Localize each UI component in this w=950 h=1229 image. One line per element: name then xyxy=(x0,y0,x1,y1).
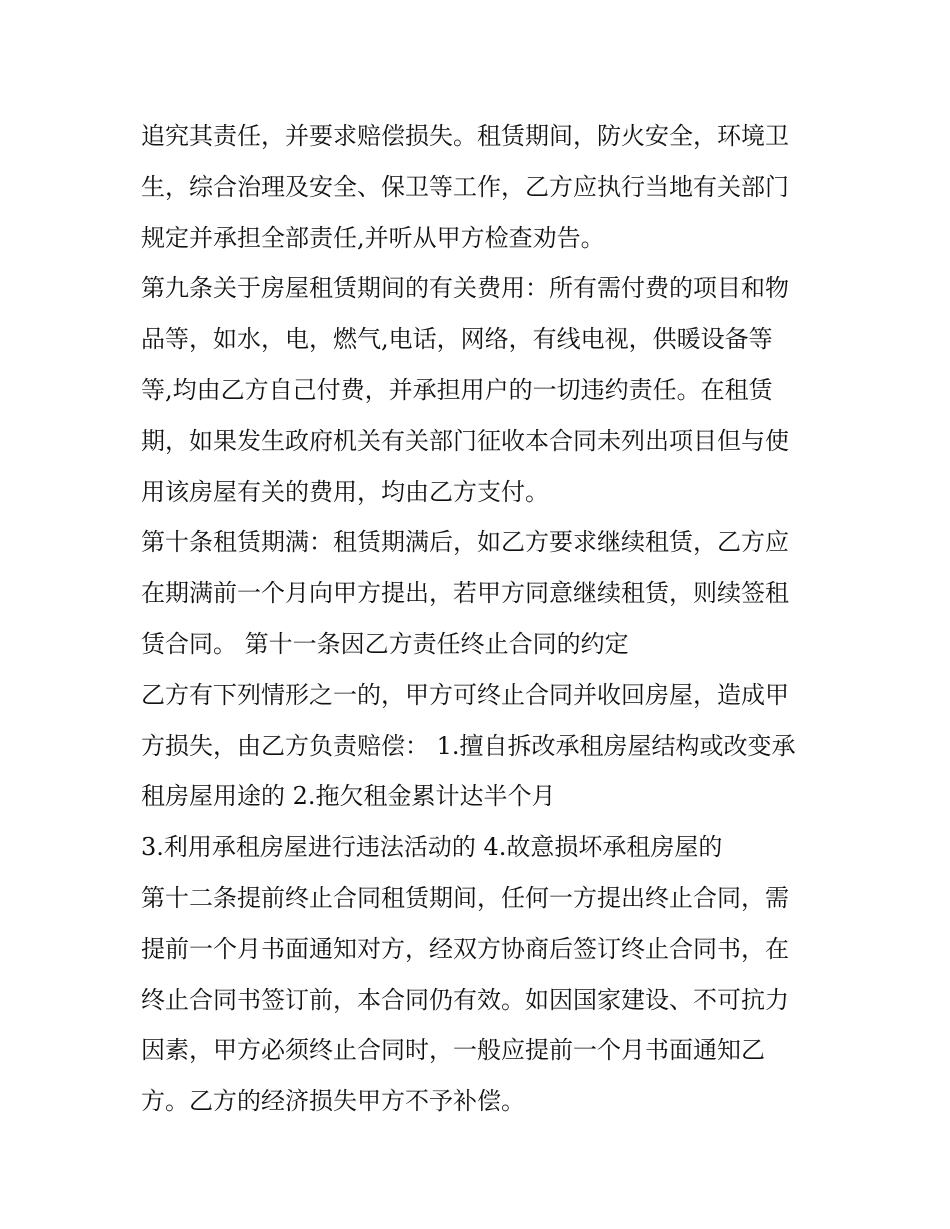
text-line: 提前一个月书面通知对方，经双方协商后签订终止合同书，在 xyxy=(141,934,789,963)
text-line: 生，综合治理及安全、保卫等工作，乙方应执行当地有关部门 xyxy=(141,172,789,201)
text-line: 乙方有下列情形之一的，甲方可终止合同并收回房屋，造成甲 xyxy=(141,680,789,709)
text-line: 方。乙方的经济损失甲方不予补偿。 xyxy=(141,1087,525,1116)
text-line: 赁合同。 第十一条因乙方责任终止合同的约定 xyxy=(141,629,629,658)
text-line: 第九条关于房屋租赁期间的有关费用：所有需付费的项目和物 xyxy=(141,274,789,303)
text-line: 规定并承担全部责任,并听从甲方检查劝告。 xyxy=(141,223,605,252)
text-line: 3.利用承租房屋进行违法活动的 4.故意损坏承租房屋的 xyxy=(141,833,723,862)
text-line: 第十二条提前终止合同租赁期间，任何一方提出终止合同，需 xyxy=(141,883,789,912)
text-line: 等,均由乙方自己付费，并承担用户的一切违约责任。在租赁 xyxy=(141,375,773,404)
text-line: 方损失，由乙方负责赔偿： 1.擅自拆改承租房屋结构或改变承 xyxy=(141,731,796,760)
text-line: 追究其责任，并要求赔偿损失。租赁期间，防火安全，环境卫 xyxy=(141,122,789,150)
text-line: 因素，甲方必须终止合同时，一般应提前一个月书面通知乙 xyxy=(141,1036,765,1065)
text-line: 用该房屋有关的费用，均由乙方支付。 xyxy=(141,477,549,506)
text-line: 在期满前一个月向甲方提出，若甲方同意继续租赁，则续签租 xyxy=(141,579,789,608)
text-line: 终止合同书签订前，本合同仍有效。如因国家建设、不可抗力 xyxy=(141,985,789,1014)
text-line: 品等，如水，电，燃气,电话，网络，有线电视，供暖设备等 xyxy=(141,325,773,354)
text-line: 第十条租赁期满：租赁期满后，如乙方要求继续租赁，乙方应 xyxy=(141,528,789,557)
contract-text xyxy=(141,111,821,1127)
text-line: 租房屋用途的 2.拖欠租金累计达半个月 xyxy=(141,782,556,811)
text-line: 期，如果发生政府机关有关部门征收本合同未列出项目但与使 xyxy=(141,426,789,455)
